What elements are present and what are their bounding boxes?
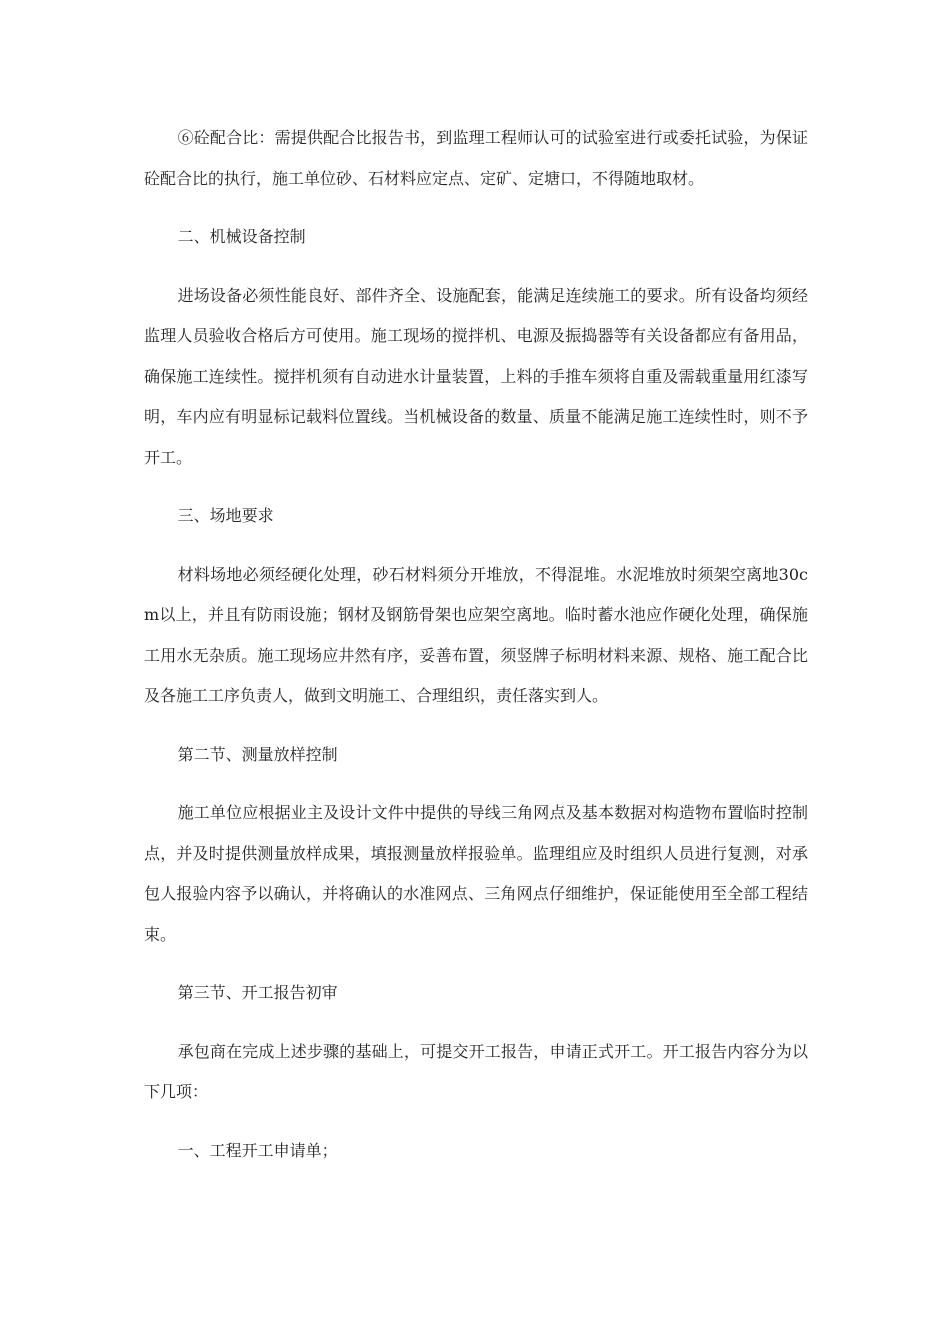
heading-commencement-report-review: 第三节、开工报告初审 — [177, 983, 338, 1002]
heading-commencement-application: 一、工程开工申请单； — [177, 1140, 338, 1160]
paragraph-survey-setout: 施工单位应根据业主及设计文件中提供的导线三角网点及基本数据对构造物布置临时控制点，并及时提供测量放样成果，填报测量放样报验单。监理组应及时组织人员进行复测，对承包人报验内容予以确认，并将确认的水准网点、三角网点仔细维护，保证能使用至全部工程结束。 — [144, 803, 808, 944]
paragraph-concrete-mix-ratio: ⑥砼配合比：需提供配合比报告书，到监理工程师认可的试验室进行或委托试验，为保证砼配合比的执行，施工单位砂、石材料应定点、定矿、定塘口，不得随地取材。 — [144, 128, 808, 188]
document-body — [144, 118, 808, 1189]
heading-site-requirements: 三、场地要求 — [177, 506, 274, 525]
heading-machinery-control: 二、机械设备控制 — [177, 227, 306, 246]
paragraph-machinery-requirements: 进场设备必须性能良好、部件齐全、设施配套，能满足连续施工的要求。所有设备均须经监理人员验收合格后方可使用。施工现场的搅拌机、电源及振捣器等有关设备都应有备用品，确保施工连续性。搅拌机须有自动进水计量装置，上料的手推车须将自重及需载重量用红漆写明，车内应有明显标记载料位置线。当机械设备的数量、质量不能满足施工连续性时，则不予开工。 — [144, 285, 808, 467]
heading-survey-setout-control: 第二节、测量放样控制 — [177, 744, 338, 764]
paragraph-commencement-report: 承包商在完成上述步骤的基础上，可提交开工报告，申请正式开工。开工报告内容分为以下几项： — [144, 1041, 808, 1101]
paragraph-site-requirements: 材料场地必须经硬化处理，砂石材料须分开堆放，不得混堆。水泥堆放时须架空离地30cm以上，并且有防雨设施；钢材及钢筋骨架也应架空离地。临时蓄水池应作硬化处理，确保施工用水无杂质。施工现场应井然有序，妥善布置，须竖牌子标明材料来源、规格、施工配合比及各施工工序负责人，做到文明施工、合理组织，责任落实到人。 — [144, 564, 808, 705]
